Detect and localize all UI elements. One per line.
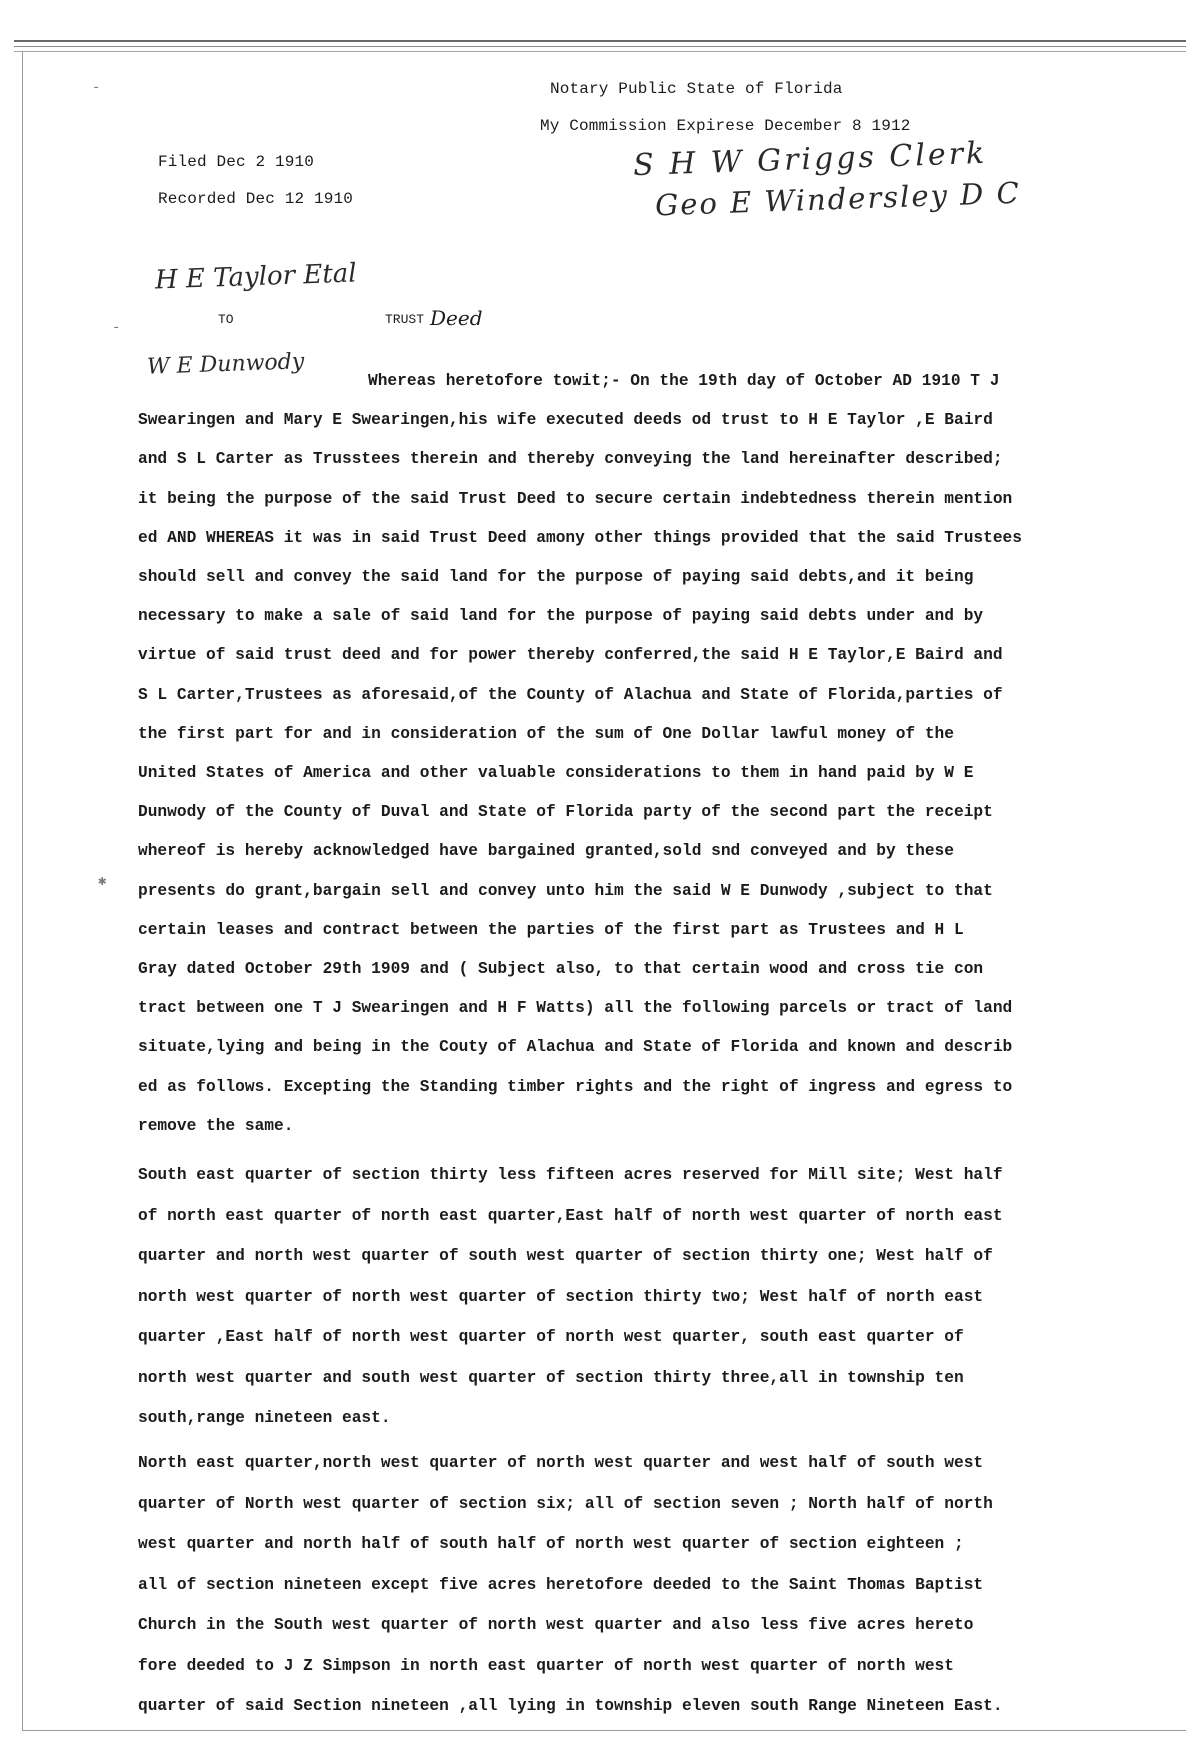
margin-mark: - (92, 80, 101, 96)
text-line: necessary to make a sale of said land for the purpose of paying said debts under and by (138, 607, 984, 626)
deed-recitals-paragraph (138, 362, 1088, 1146)
trust-label: TRUST (385, 312, 425, 327)
text-line: it being the purpose of the said Trust Deed to secure certain indebtedness therein mention (138, 489, 1013, 508)
filed-date: Filed Dec 2 1910 (158, 153, 315, 171)
deputy-clerk-signature: Geo E Windersley D C (654, 175, 1022, 223)
recorded-date: Recorded Dec 12 1910 (158, 190, 354, 208)
text-line: quarter of said Section nineteen ,all lying in township eleven south Range Nineteen East. (138, 1697, 1003, 1715)
text-line: and S L Carter as Trusstees therein and thereby conveying the land hereinafter described; (138, 450, 1003, 469)
land-description-township-ten (138, 1155, 1088, 1439)
text-line: tract between one T J Swearingen and H F Watts) all the following parcels or tract of land (138, 999, 1013, 1018)
margin-smudge: ✱ (98, 874, 107, 890)
text-line: quarter ,East half of north west quarter of north west quarter, south east quarter of (138, 1328, 964, 1346)
text-line: South east quarter of section thirty less fifteen acres reserved for Mill site; West half (138, 1166, 1003, 1184)
bottom-margin-line (22, 1730, 1186, 1731)
text-line: should sell and convey the said land for the purpose of paying said debts,and it being (138, 568, 974, 587)
text-line: presents do grant,bargain sell and convey unto him the said W E Dunwody ,subject to that (138, 881, 993, 900)
grantee-name: W E Dunwody (146, 349, 305, 380)
top-rule-secondary (14, 46, 1186, 47)
text-line: Swearingen and Mary E Swearingen,his wife executed deeds od trust to H E Taylor ,E Baird (138, 411, 993, 430)
margin-mark: - (112, 320, 121, 336)
text-line: S L Carter,Trustees as aforesaid,of the County of Alachua and State of Florida,parties of (138, 685, 1003, 704)
grantor-name: H E Taylor Etal (154, 258, 358, 296)
text-line: south,range nineteen east. (138, 1409, 391, 1427)
text-line: of north east quarter of north east quarter,East half of north west quarter of north east (138, 1206, 1003, 1225)
top-rule-tertiary (14, 51, 1186, 52)
text-line: Church in the South west quarter of north west quarter and also less five acres hereto (138, 1616, 974, 1634)
text-line: quarter of North west quarter of section six; all of section seven ; North half of north (138, 1494, 993, 1513)
text-line: whereof is hereby acknowledged have bargained granted,sold snd conveyed and by these (138, 842, 954, 861)
text-line: United States of America and other valuable considerations to them in hand paid by W E (138, 764, 974, 783)
text-line: North east quarter,north west quarter of north west quarter and west half of south west (138, 1454, 984, 1472)
notary-line: Notary Public State of Florida (550, 80, 843, 98)
left-margin-line (22, 52, 23, 1731)
text-line: Gray dated October 29th 1909 and ( Subject also, to that certain wood and cross tie con (138, 960, 984, 979)
text-line: north west quarter and south west quarter of section thirty three,all in township ten (138, 1368, 964, 1387)
text-line: situate,lying and being in the Couty of Alachua and State of Florida and known and describ (138, 1038, 1013, 1057)
deed-label: Deed (430, 306, 483, 330)
text-line: all of section nineteen except five acres heretofore deeded to the Saint Thomas Baptist (138, 1575, 984, 1594)
to-label: TO (218, 312, 234, 327)
commission-line: My Commission Expirese December 8 1912 (540, 117, 911, 135)
text-line: north west quarter of north west quarter of section thirty two; West half of north east (138, 1287, 984, 1306)
text-line: ed as follows. Excepting the Standing timber rights and the right of ingress and egress to (138, 1077, 1013, 1096)
top-rule (14, 40, 1186, 42)
text-line: ed AND WHEREAS it was in said Trust Deed amony other things provided that the said Trustees (138, 528, 1022, 547)
text-line: certain leases and contract between the parties of the first part as Trustees and H L (138, 920, 964, 939)
text-line: the first part for and in consideration of the sum of One Dollar lawful money of the (138, 724, 954, 743)
text-line: fore deeded to J Z Simpson in north east quarter of north west quarter of north west (138, 1656, 954, 1675)
text-line: quarter and north west quarter of south west quarter of section thirty one; West half of (138, 1247, 993, 1265)
text-line: Dunwody of the County of Duval and State of Florida party of the second part the receipt (138, 803, 993, 822)
text-line: west quarter and north half of south half of north west quarter of section eighteen ; (138, 1535, 964, 1553)
text-line: Whereas heretofore towit;- On the 19th day of October AD 1910 T J (368, 372, 1000, 390)
text-line: remove the same. (138, 1116, 294, 1135)
text-line: virtue of said trust deed and for power thereby conferred,the said H E Taylor,E Baird and (138, 646, 1003, 665)
clerk-signature: S H W Griggs Clerk (632, 135, 988, 184)
land-description-township-eleven (138, 1443, 1088, 1727)
